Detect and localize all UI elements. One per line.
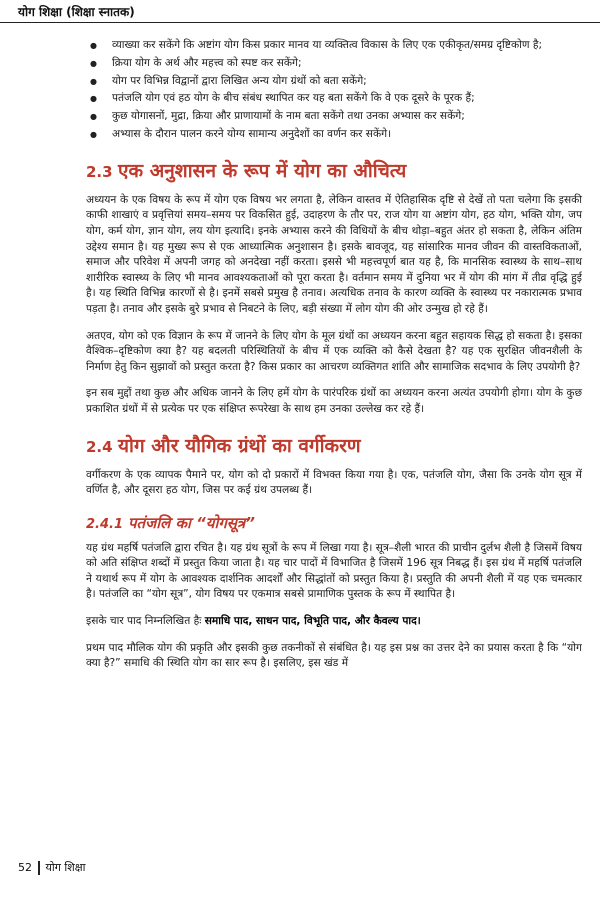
- objective-item: ● योग पर विभिन्न विद्वानों द्वारा लिखित अन्य योग ग्रंथों को बता सकेंगे;: [86, 74, 582, 90]
- objective-item: ● व्याख्या कर सकेंगे कि अष्टांग योग किस प्रकार मानव या व्यक्तित्व विकास के लिए एक एकीकृत/समग्र दृष्टिकोण है;: [86, 38, 582, 54]
- objectives-list: [86, 38, 582, 143]
- paragraph: यह ग्रंथ महर्षि पतंजलि द्वारा रचित है। यह ग्रंथ सूत्रों के रूप में लिखा गया है। सूत्र–शैली भारत की प्राचीन दुर्लभ शैली है जिसमें विषय को अति संक्षिप्त शब्दों में प्रस्तुत किया जाता है। यह चार पादों में विभाजित है जिसमें 196 सूत्र निबद्ध हैं। इस ग्रंथ में महर्षि पतंजलि ने यथार्थ रूप में योग के आवश्यक दार्शनिक आदर्शों और सिद्धांतों को प्रस्तुत किया है। प्रस्तुति की अपनी शैली में यह एक चमत्कार है। पतंजलि का “योग सूत्र”, योग विषय पर एकमात्र सबसे प्रामाणिक पुस्तक के रूप में स्थापित है।: [86, 541, 582, 601]
- padas-list: समाधि पाद, साधन पाद, विभूति पाद, और कैवल्य पाद।: [204, 615, 421, 628]
- subsection-heading-2-4-1: [86, 513, 582, 533]
- section-number: 2.3: [86, 162, 113, 181]
- padas-paragraph: [86, 614, 582, 630]
- section-number: 2.4: [86, 437, 113, 456]
- objective-item: ● अभ्यास के दौरान पालन करने योग्य सामान्य अनुदेशों का वर्णन कर सकेंगे।: [86, 127, 582, 143]
- page-number: 52: [18, 861, 32, 874]
- subsection-title: पतंजलि का “योगसूत्र”: [128, 513, 255, 532]
- objective-item: ● क्रिया योग के अर्थ और महत्त्व को स्पष्ट कर सकेंगे;: [86, 56, 582, 72]
- footer-book-title: योग शिक्षा: [45, 861, 86, 874]
- padas-intro: इसके चार पाद निम्नलिखित हैः: [86, 615, 202, 628]
- objective-item: ● पतंजलि योग एवं हठ योग के बीच संबंध स्थापित कर यह बता सकेंगे कि वे एक दूसरे के पूरक हैं;: [86, 91, 582, 107]
- section-title: एक अनुशासन के रूप में योग का औचित्य: [118, 159, 407, 182]
- paragraph: अध्ययन के एक विषय के रूप में योग एक विषय भर लगता है, लेकिन वास्तव में ऐतिहासिक दृष्टि से देखें तो पता चलेगा कि इसकी काफी शाखाएं व प्रवृत्तियां समय–समय पर विकसित हुई, उदाहरण के तौर पर, राज योग या अष्टांग योग, हठ योग, भक्ति योग, जप योग, कर्म योग, ज्ञान योग, लय योग इत्यादि। इनके अभ्यास करने की विधियों के बीच थोड़ा–बहुत अंतर हो सकता है, लेकिन अंतिम उद्देश्य समान है। यह मुख्य रूप से एक आध्यात्मिक अनुशासन है। इसके बावजूद, यह सांसारिक मानव जीवन की वास्तविकताओं, समाज और परिवेश में अपनी जगह को अनदेखा नहीं करता। इससे भी महत्त्वपूर्ण बात यह है, कि मानसिक स्वास्थ्य के साथ–साथ शारीरिक स्वास्थ्य के लिए भी मानव आवश्यकताओं को पूरा करता है। वर्तमान समय में दुनिया भर में योग की मांग में तीव्र वृद्धि हुई है। यह स्थिति विभिन्न कारणों से है। इनमें सबसे प्रमुख है तनाव। अत्यधिक तनाव के कारण व्यक्ति के स्वास्थ्य पर नकारात्मक प्रभाव पड़ता है। तनाव और इसके बुरे प्रभाव से निबटने के लिए, बड़ी संख्या में लोग योग की ओर उन्मुख हो रहे हैं।: [86, 193, 582, 315]
- page-header: [0, 0, 600, 23]
- paragraph: इन सब मुद्दों तथा कुछ और अधिक जानने के लिए हमें योग के पारंपरिक ग्रंथों का अध्ययन करना अत्यंत उपयोगी होगा। योग के कुछ प्रकाशित ग्रंथों में से प्रत्येक पर एक संक्षिप्त रूपरेखा के साथ हम उनका उल्लेख कर रहे हैं।: [86, 387, 582, 415]
- section-title: योग और यौगिक ग्रंथों का वर्गीकरण: [118, 434, 361, 457]
- paragraph: अतएव, योग को एक विज्ञान के रूप में जानने के लिए योग के मूल ग्रंथों का अध्ययन करना बहुत सहायक सिद्ध हो सकता है। इसका वैश्विक–दृष्टिकोण क्या है? यह बदलती परिस्थितियों के बीच में एक व्यक्ति को कैसे देखता है? यह एक सुरक्षित जीवनशैली के निर्माण हेतु किन सुझावों को प्रस्तुत करता है? किस प्रकार का आचरण व्यक्तिगत शांति और सामाजिक सदभाव के लिए उपयोगी है?: [86, 329, 582, 373]
- section-heading-2-3: [86, 157, 582, 183]
- section-heading-2-4: [86, 432, 582, 458]
- paragraph: वर्गीकरण के एक व्यापक पैमाने पर, योग को दो प्रकारों में विभक्त किया गया है। एक, पतंजलि योग, जैसा कि उनके योग सूत्र में वर्णित है, और दूसरा हठ योग, जिस पर कई ग्रंथ उपलब्ध हैं।: [86, 468, 582, 497]
- running-header-title: योग शिक्षा (शिक्षा स्नातक): [18, 5, 135, 19]
- subsection-number: 2.4.1: [86, 516, 124, 532]
- page-footer: [18, 860, 85, 875]
- footer-separator: [38, 861, 40, 875]
- page-content: [86, 38, 582, 683]
- objective-item: ● कुछ योगासनों, मुद्रा, क्रिया और प्राणायामों के नाम बता सकेंगे तथा उनका अभ्यास कर सकेंगे;: [86, 109, 582, 125]
- paragraph: प्रथम पाद मौलिक योग की प्रकृति और इसकी कुछ तकनीकों से संबंधित है। यह इस प्रश्न का उत्तर देने का प्रयास करता है कि “योग क्या है?” समाधि की स्थिति योग का सार रूप है। इसलिए, इस खंड में: [86, 641, 582, 670]
